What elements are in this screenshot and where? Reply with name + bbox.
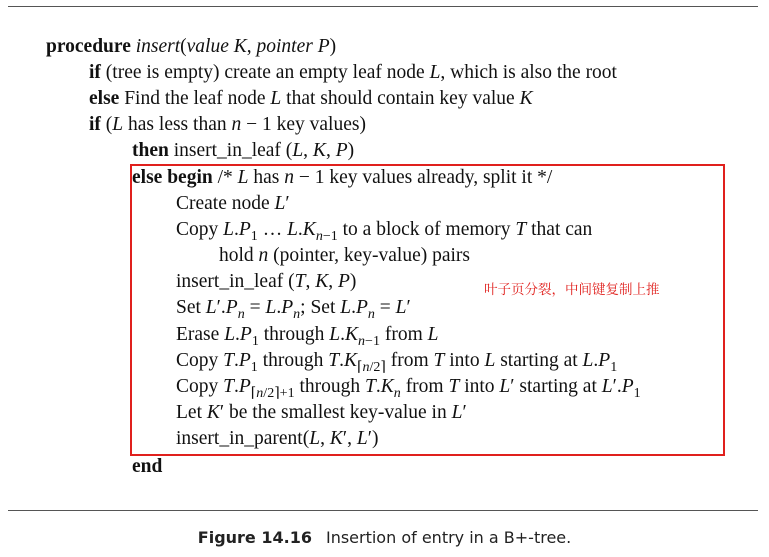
line-then-insert: then insert_in_leaf (L, K, P)	[132, 140, 355, 161]
line-else-begin: else begin /* L has n − 1 key values already, split it */	[132, 167, 553, 188]
figure-caption	[0, 528, 769, 547]
line-end: end	[132, 456, 163, 477]
figure-label: Figure 14.16	[197, 528, 312, 547]
line-erase: Erase $L.P_1$ through $L.K_{n-1}$ from L	[176, 324, 439, 349]
line-insert-parent: insert_in_parent(L, K′, L′)	[176, 428, 379, 449]
line-if-less: if (L has less than n − 1 key values)	[89, 114, 366, 135]
figure-caption-text: Insertion of entry in a B+-tree.	[325, 528, 572, 547]
line-let-smallest: Let K′ be the smallest key-value in L′	[176, 402, 467, 423]
line-insert-temp: insert_in_leaf (T, K, P)	[176, 271, 357, 292]
line-copy-second-half: Copy $T.P_{⌈n/2⌉+1}$ through $T.K_n$ from T into L′ starting at $L'.P_1$	[176, 376, 641, 401]
line-hold-pairs: hold n (pointer, key-value) pairs	[219, 245, 471, 266]
split-highlight-box	[130, 164, 725, 456]
line-copy-block: Copy $L.P_1$ … $L.K_{n-1}$ to a block of memory T that can	[176, 219, 593, 244]
procedure-header: procedure insert(value K, pointer P)	[46, 36, 337, 57]
line-copy-first-half: Copy $T.P_1$ through $T.K_{⌈n/2⌉}$ from T into L starting at $L.P_1$	[176, 350, 618, 375]
line-set-pointers: Set $L'.P_n = L.P_n$; Set $L.P_n = L'$	[176, 297, 411, 322]
line-if-empty: if (tree is empty) create an empty leaf node L, which is also the root	[89, 62, 617, 83]
line-create-node: Create node L′	[176, 193, 290, 214]
line-else-find: else Find the leaf node L that should contain key value K	[89, 88, 533, 109]
bottom-rule	[8, 510, 758, 511]
split-annotation: 叶子页分裂，中间键复制上推	[484, 282, 660, 298]
